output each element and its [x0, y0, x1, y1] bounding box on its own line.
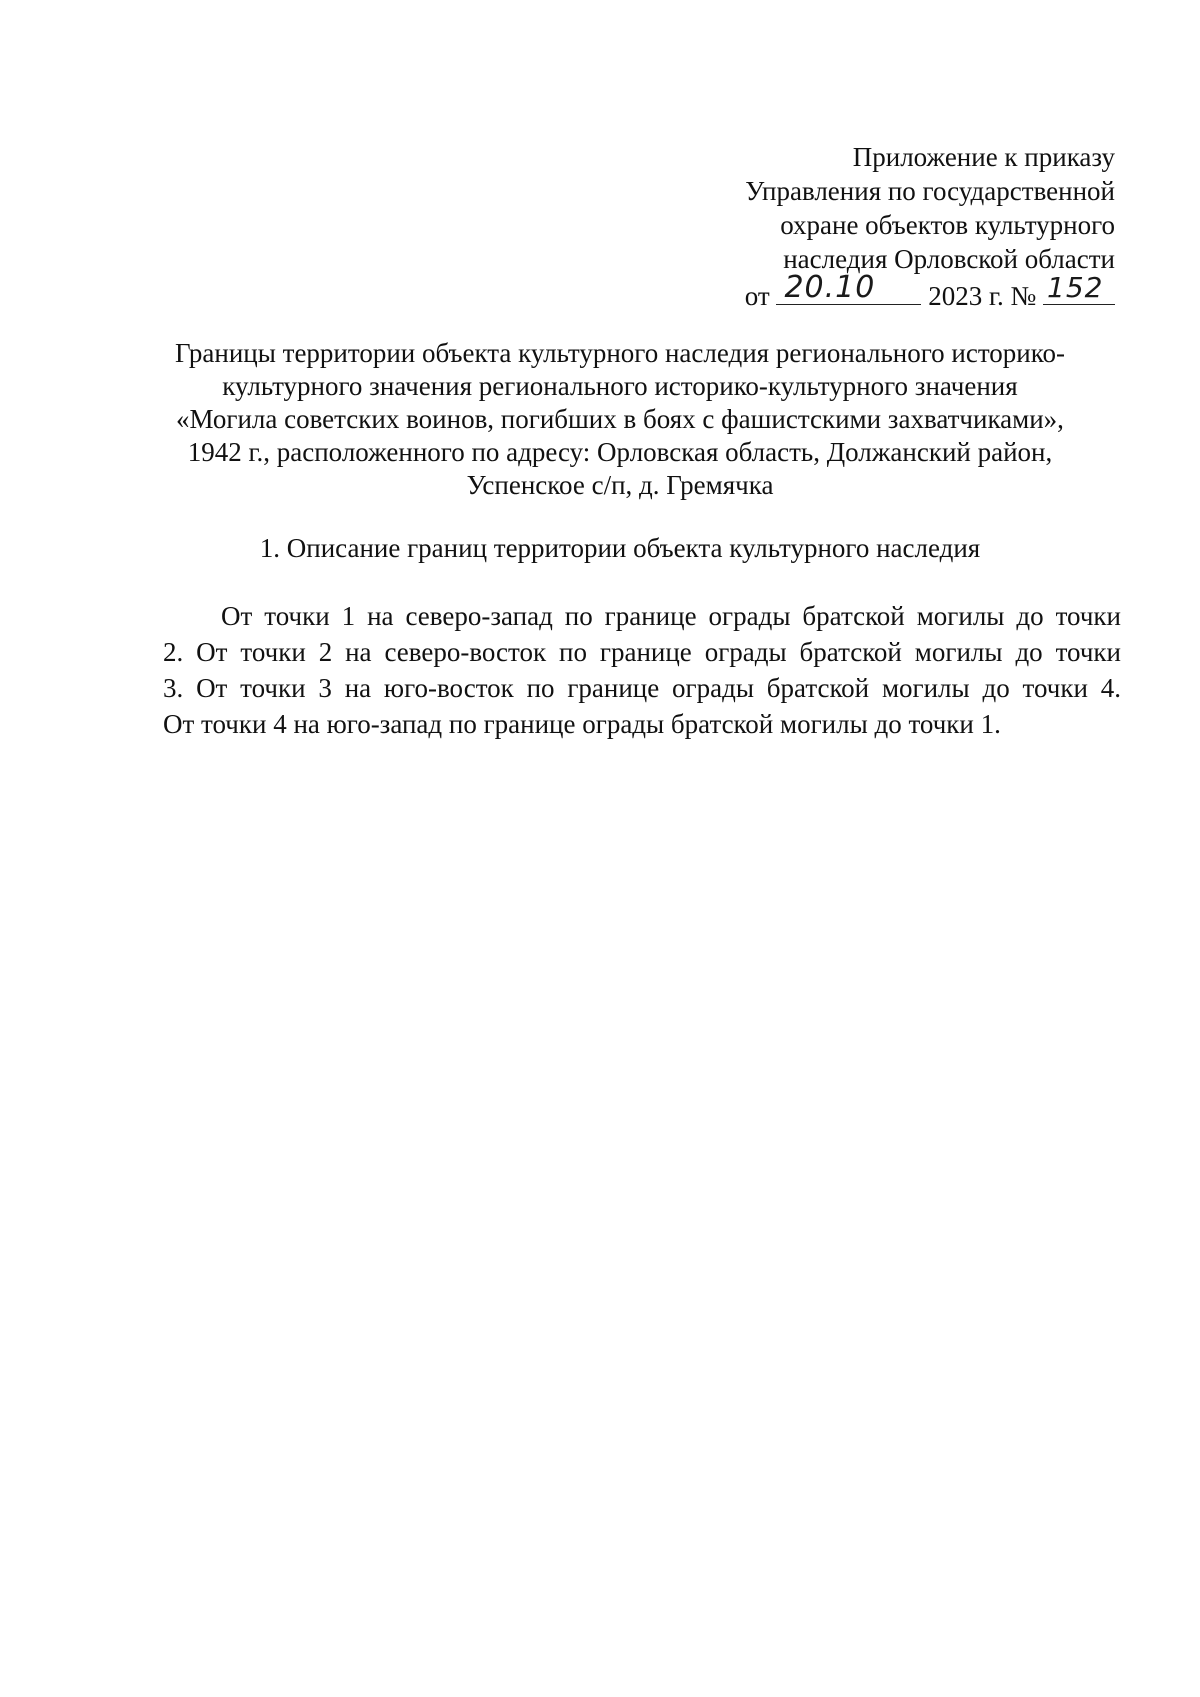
- description-line: 2. От точки 2 на северо-восток по границе ограды братской могилы до точки: [163, 637, 1121, 667]
- section-heading: 1. Описание границ территории объекта культурного наследия: [259, 533, 981, 563]
- title-line: Границы территории объекта культурного наследия регионального историко-: [175, 338, 1065, 368]
- appendix-line: Приложение к приказу: [852, 142, 1115, 172]
- date-blank: [776, 270, 921, 305]
- order-date-line: [695, 270, 1115, 313]
- number-blank: [1043, 271, 1115, 305]
- description-line: От точки 4 на юго-запад по границе ограды братской могилы до точки 1.: [163, 709, 1001, 739]
- title-line: 1942 г., расположенного по адресу: Орловская область, Должанский район,: [187, 437, 1053, 467]
- appendix-line: охране объектов культурного: [780, 210, 1115, 240]
- description-line: 3. От точки 3 на юго-восток по границе ограды братской могилы до точки 4.: [163, 673, 1121, 703]
- date-prefix: от: [744, 281, 770, 311]
- appendix-line: наследия Орловской области: [783, 244, 1115, 274]
- document-title: [150, 337, 1090, 502]
- title-line: культурного значения регионального историко-культурного значения: [222, 371, 1018, 401]
- year-and-number-label: 2023 г. №: [928, 281, 1037, 311]
- title-line: «Могила советских воинов, погибших в боях с фашистскими захватчиками»,: [176, 404, 1064, 434]
- description-line: От точки 1 на северо-запад по границе ограды братской могилы до точки: [221, 601, 1121, 631]
- title-line: Успенское с/п, д. Гремячка: [466, 470, 774, 500]
- appendix-header: [695, 140, 1115, 313]
- appendix-line: Управления по государственной: [745, 176, 1115, 206]
- handwritten-date: 20.10: [784, 270, 876, 305]
- boundary-description: [163, 598, 1121, 742]
- handwritten-number: 152: [1047, 271, 1104, 304]
